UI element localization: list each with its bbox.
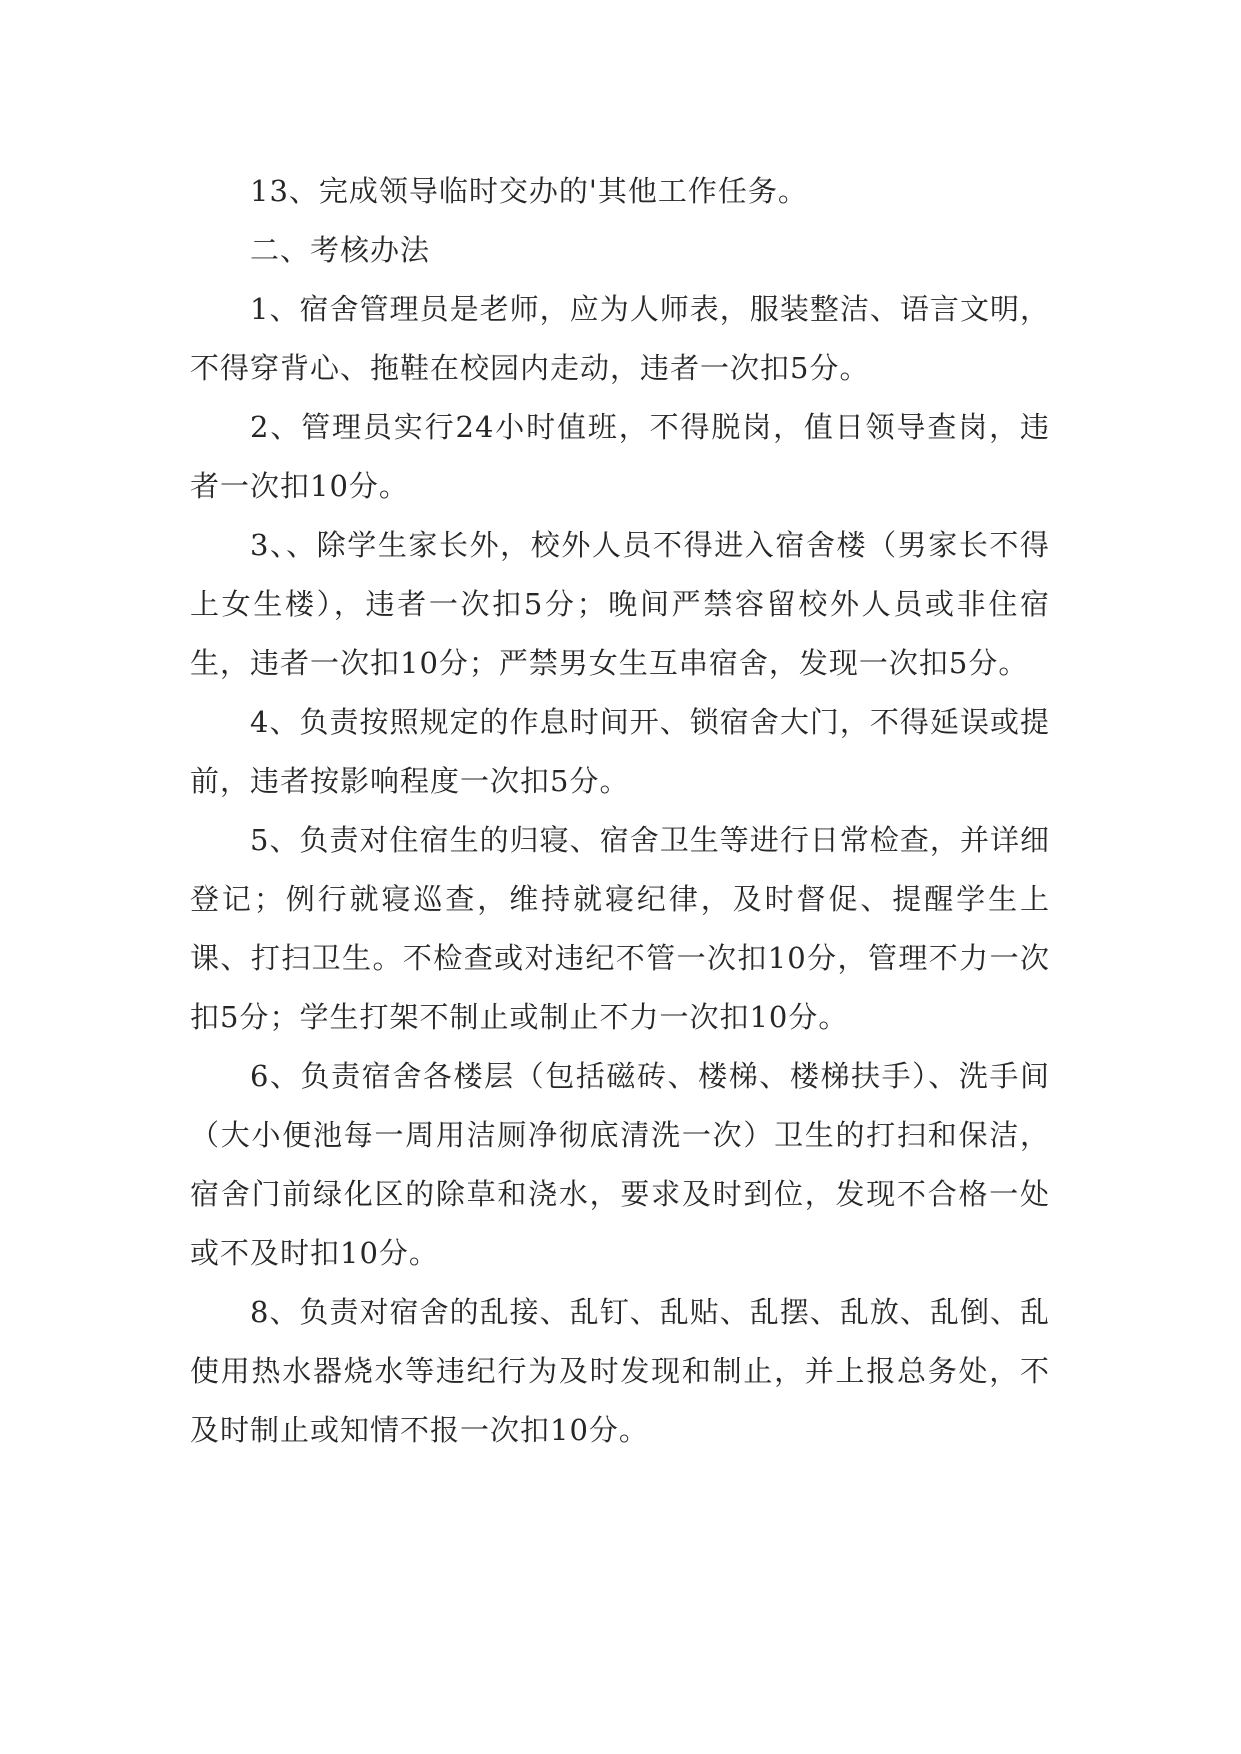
paragraph-item-13: 13、完成领导临时交办的'其他工作任务。 — [250, 174, 808, 208]
paragraph-rule-1: 1、宿舍管理员是老师，应为人师表，服装整洁、语言文明，不得穿背心、拖鞋在校园内走动，违者一次扣5分。 — [190, 292, 1050, 385]
paragraph-rule-3: 3、、除学生家长外，校外人员不得进入宿舍楼（男家长不得上女生楼），违者一次扣5分；晚间严禁容留校外人员或非住宿生，违者一次扣10分；严禁男女生互串宿舍，发现一次扣5分。 — [190, 528, 1050, 680]
paragraph-rule-4: 4、负责按照规定的作息时间开、锁宿舍大门，不得延误或提前，违者按影响程度一次扣5分。 — [190, 705, 1050, 798]
paragraph-rule-5: 5、负责对住宿生的归寝、宿舍卫生等进行日常检查，并详细登记；例行就寝巡查，维持就寝纪律，及时督促、提醒学生上课、打扫卫生。不检查或对违纪不管一次扣10分，管理不力一次扣5分；学生打架不制止或制止不力一次扣10分。 — [190, 823, 1050, 1034]
section-heading-assessment: 二、考核办法 — [250, 233, 431, 267]
paragraph-rule-6: 6、负责宿舍各楼层（包括磁砖、楼梯、楼梯扶手）、洗手间（大小便池每一周用洁厕净彻底清洗一次）卫生的打扫和保洁，宿舍门前绿化区的除草和浇水，要求及时到位，发现不合格一处或不及时扣10分。 — [190, 1059, 1050, 1270]
document-body — [190, 162, 1050, 1460]
paragraph-rule-2: 2、管理员实行24小时值班，不得脱岗，值日领导查岗，违者一次扣10分。 — [190, 410, 1050, 503]
paragraph-rule-8: 8、负责对宿舍的乱接、乱钉、乱贴、乱摆、乱放、乱倒、乱使用热水器烧水等违纪行为及时发现和制止，并上报总务处，不及时制止或知情不报一次扣10分。 — [190, 1295, 1050, 1447]
